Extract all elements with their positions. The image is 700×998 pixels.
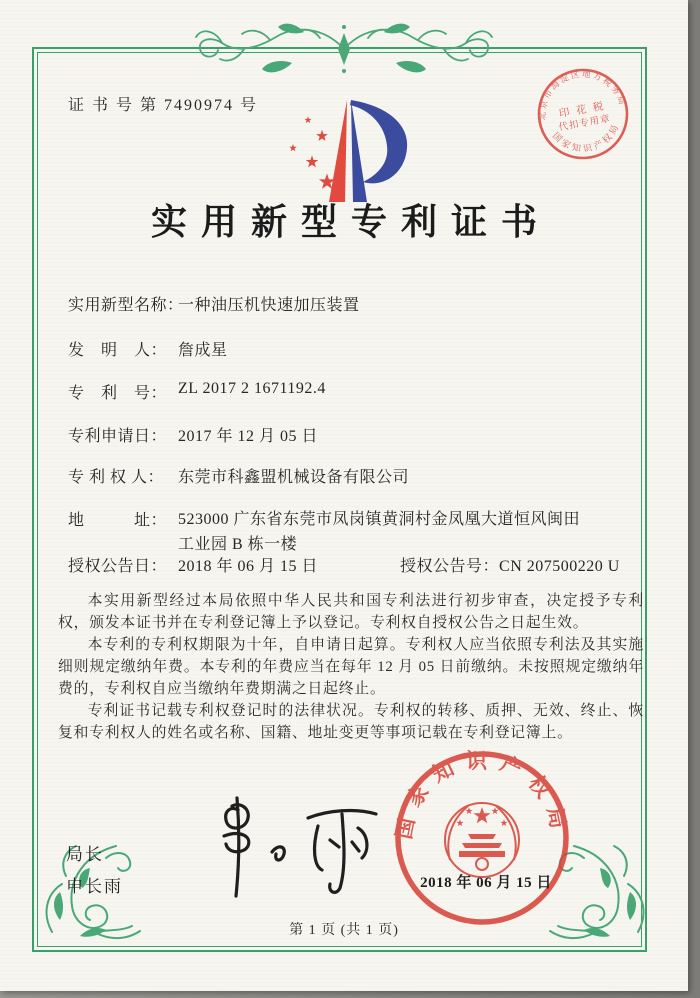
- tax-stamp-icon: [523, 54, 643, 174]
- legal-paragraph-3: 专利证书记载专利权登记时的法律状况。专利权的转移、质押、无效、终止、恢复和专利权人的姓名或名称、国籍、地址变更等事项记载在专利登记簿上。: [58, 703, 644, 741]
- field-filing-date-label: 专利申请日：: [68, 428, 168, 445]
- field-patent-no-label: 专 利 号：: [68, 385, 168, 402]
- field-grant-date: [68, 553, 318, 576]
- field-grant-date-value: 2018 年 06 月 15 日: [178, 558, 319, 575]
- signature-icon: [180, 792, 400, 902]
- field-address-value: [178, 507, 608, 557]
- legal-paragraph-1: 本实用新型经过本局依照中华人民共和国专利法进行初步审查，决定授予专利权，颁发本证书并在专利登记簿上予以登记。专利权自授权公告之日起生效。: [58, 593, 644, 631]
- field-inventor: [68, 337, 228, 360]
- tax-stamp-arc-bottom: 国家知识产权局: [550, 120, 622, 154]
- field-name: [68, 292, 360, 315]
- field-grant-date-label: 授权公告日：: [68, 558, 168, 575]
- field-inventor-value: 詹成星: [178, 342, 228, 359]
- tax-stamp-arc-top: 北京市海淀区地方税务局: [537, 68, 629, 121]
- field-grant-no-label: 授权公告号：: [400, 558, 500, 575]
- svg-text:国家知识产权局: [392, 749, 572, 841]
- tax-stamp-line1: 印 花 税: [558, 101, 607, 121]
- field-grant-no: [400, 553, 620, 576]
- field-address: [68, 507, 608, 557]
- field-patent-no: [68, 380, 326, 403]
- field-patentee: [68, 464, 409, 487]
- field-inventor-label: 发 明 人：: [68, 342, 168, 359]
- field-filing-date-value: 2017 年 12 月 05 日: [178, 428, 319, 445]
- field-patentee-value: 东莞市科鑫盟机械设备有限公司: [178, 469, 410, 486]
- legal-text: [58, 590, 644, 744]
- signer-title: 局长: [66, 845, 104, 864]
- field-name-label: 实用新型名称：: [68, 297, 184, 314]
- field-address-line2: 工业园 B 栋一楼: [178, 536, 298, 553]
- field-filing-date: [68, 423, 318, 446]
- cnipa-logo-icon: [275, 96, 425, 208]
- national-emblem-icon: [445, 803, 519, 877]
- certificate-number: 证 书 号 第 7490974 号: [68, 97, 259, 114]
- tax-stamp-line2: 代扣专用章: [558, 114, 612, 134]
- page-footer: 第 1 页 (共 1 页): [289, 923, 399, 938]
- cnipa-seal-icon: [392, 748, 572, 928]
- seal-date: 2018 年 06 月 15 日: [420, 875, 552, 891]
- field-patentee-label: 专 利 权 人：: [68, 469, 165, 486]
- field-name-value: 一种油压机快速加压装置: [178, 297, 360, 314]
- seal-org-text: 国家知识产权局: [392, 749, 572, 842]
- field-grant-no-value: CN 207500220 U: [499, 558, 620, 575]
- field-patent-no-value: ZL 2017 2 1671192.4: [178, 380, 326, 397]
- field-address-line1: 523000 广东省东莞市凤岗镇黄洞村金凤凰大道恒风闽田: [178, 511, 581, 528]
- certificate-title: 实用新型专利证书: [150, 202, 551, 242]
- field-address-label: 地 址：: [68, 512, 168, 529]
- border-ornament-top-icon: [184, 18, 504, 80]
- legal-paragraph-2: 本专利的专利权期限为十年，自申请日起算。专利权人应当依照专利法及其实施细则规定缴纳年费。本专利的年费应当在每年 12 月 05 日前缴纳。未按照规定缴纳年费的，专利权自应当缴纳年费期满之日起终止。: [58, 637, 644, 697]
- signer-name: 申长雨: [66, 877, 123, 896]
